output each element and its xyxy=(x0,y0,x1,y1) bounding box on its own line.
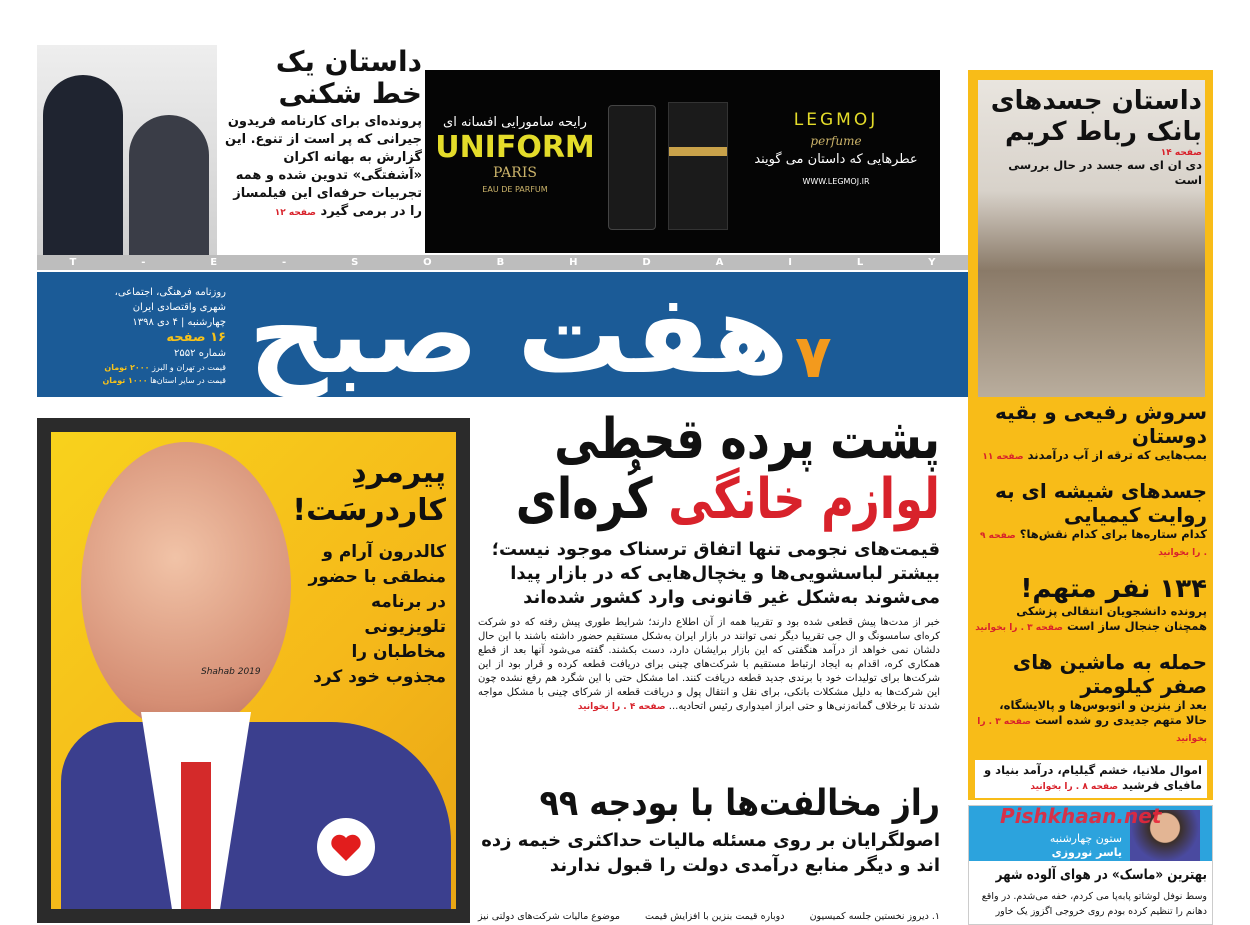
newspaper-logo[interactable] xyxy=(240,272,840,397)
paper-desc: روزنامه فرهنگی، اجتماعی، xyxy=(114,287,226,298)
column-body: وسط نوفل لوشاتو پابه‌پا می کردم، خفه می‌شدم. در واقع دهانم را تنظیم کرده بودم روی خروجی اگزوز یک خاور xyxy=(981,891,1207,917)
story-title: ۱۳۴ نفر متهم! xyxy=(1020,574,1207,604)
budget-subhead: اصولگرایان بر روی مسئله مالیات حداکثری خیمه زده اند و دیگر منابع درآمدی دولت را قبول ندارند xyxy=(481,830,940,876)
headline-black: کُره‌ای xyxy=(515,467,669,532)
ad-slogan: عطرهایی که داستان می گویند xyxy=(754,152,918,167)
band-letter: Y xyxy=(928,257,936,268)
ad-product: UNIFORM xyxy=(435,130,595,165)
story-item[interactable] xyxy=(975,479,1207,561)
ad-url[interactable]: WWW.LEGMOJ.IR xyxy=(802,177,870,186)
story-title: داستان جسدهای بانک رباط کریم xyxy=(990,86,1202,147)
cartoon-caption: کالدرون آرام و منطقی با حضور در برنامه تلویزیونی مخاطبان را مجذوب خود کرد xyxy=(308,542,446,687)
ad-brand: LEGMOJ xyxy=(793,110,879,130)
headline-red: لوازم خانگی xyxy=(668,467,940,532)
budget-headline[interactable]: راز مخالفت‌ها با بودجه ۹۹ xyxy=(539,783,940,824)
story-title: اموال ملانیا، خشم گیلیام، درآمد بنیاد و مافیای فرشید xyxy=(984,763,1202,792)
cartoon-title: پیرمردِ کاردرسَت! xyxy=(292,455,446,528)
column-text: ۱. دیروز نخستین جلسه کمیسیون xyxy=(809,911,940,922)
band-letter: - xyxy=(282,257,287,268)
band-letter: A xyxy=(715,257,724,268)
band-letter: I xyxy=(788,257,793,268)
band-letter: L xyxy=(856,257,864,268)
page-ref: صفحه ۹ . را بخوانید xyxy=(980,530,1207,558)
ad-perfume: perfume xyxy=(810,134,862,148)
story-sub: دی ان ای سه جسد در حال بررسی است xyxy=(1008,158,1202,187)
story-title: سروش رفیعی و بقیه دوستان xyxy=(995,400,1207,448)
issue-info xyxy=(46,285,226,387)
story-bank-bodies[interactable] xyxy=(980,86,1202,188)
story-title: حمله به ماشین های صفر کیلومتر xyxy=(1012,649,1207,698)
story-sub: بعد از بنزین و اتوبوس‌ها و پالایشگاه، حالا متهم جدیدی رو شده است xyxy=(999,697,1207,727)
page-ref: صفحه ۱۲ xyxy=(274,208,316,218)
band-letter: - xyxy=(141,257,146,268)
price-provinces: ۱۰۰۰ تومان xyxy=(102,376,148,385)
price-label: قیمت در تهران و البرز xyxy=(152,363,226,372)
ad-tagline: رایحه سامورایی افسانه ای xyxy=(443,115,587,130)
story-sub: پرونده دانشجویان انتقالی پزشکی همچنان جنجال ساز است xyxy=(1016,604,1207,633)
paper-desc: شهری واقتصادی ایران xyxy=(132,302,226,313)
band-letter: H xyxy=(569,257,578,268)
band-letter: E xyxy=(210,257,218,268)
caricature-face xyxy=(81,442,291,732)
band-letter: D xyxy=(642,257,651,268)
page-ref: صفحه ۸ . را بخوانید xyxy=(1030,782,1119,792)
column-title: بهترین «ماسک» در هوای آلوده شهر xyxy=(995,867,1207,883)
band-letter: S xyxy=(351,257,359,268)
story-box[interactable] xyxy=(975,760,1207,798)
caricature-tie xyxy=(181,762,211,909)
sidebar-story-list xyxy=(975,400,1207,798)
lead-body: خبر از مدت‌ها پیش قطعی شده بود و تقریبا همه از آن اطلاع دارند؛ شرایط طوری پیش رفته که دو شرکت کره‌ای سامسونگ و ال جی تقریبا دیگر نمی توانند در بازار ایران به‌شکل مستقیم حضور داشته باشند با این حال دلشان نمی خواهد از درآمد هنگفتی که این بازار برایشان دارد، دست بکشند. گفته می‌شود آنها بعد از قطع همکاری کره، اقدام به ایجاد ارتباط مستقیم با شرکت‌های چینی برای دریافت قطعه کرده و قرار بود از این شرکت‌ها برای تولیدات خود با برندی جدید قطعه دریافت کنند. اما مشکل حتی با این شگرد هم رفع نشده چون این شرکت‌ها به دلیل مشکلات بانکی، برای نقل و انتقال پول و دریافت قطعه از شرکای چینی با مشکل مواجه شدند تا برخلاف گمانه‌زنی‌ها و حتی ابراز امیدواری رئیس اتحادیه... xyxy=(478,617,940,712)
column-label: ستون چهارشنبه xyxy=(1049,832,1122,845)
column-text: دوباره قیمت بنزین با افزایش قیمت xyxy=(645,911,785,922)
story-title: داستان یک خط شکنی xyxy=(275,45,422,110)
ad-city: PARIS xyxy=(493,165,537,181)
watermark: Pishkhaan.net xyxy=(1000,804,1162,828)
heart-icon xyxy=(316,817,376,877)
story-item[interactable] xyxy=(975,400,1207,465)
story-sub: بمب‌هایی که ترقه از آب درآمدند xyxy=(1027,448,1207,462)
lead-subhead: قیمت‌های نجومی تنها اتفاق ترسناک موجود نیست؛ بیشتر لباسشویی‌ها و یخچال‌هایی که در بازار پیدا می‌شوند به‌شکل غیر قانونی وارد کشور شده‌اند xyxy=(491,539,940,608)
film-photo xyxy=(37,45,217,255)
issue-date: چهارشنبه | ۴ دی ۱۳۹۸ xyxy=(132,317,226,328)
issue-number: شماره ۲۵۵۲ xyxy=(174,348,226,359)
logo-text: هفت صبح xyxy=(248,270,790,398)
column-author: یاسر نوروزی xyxy=(1051,846,1122,859)
actor-figure xyxy=(43,75,123,255)
story-item[interactable] xyxy=(975,574,1207,636)
masthead-band xyxy=(37,255,968,270)
headline: پشت پرده قحطی xyxy=(554,407,940,472)
story-sub: کدام ستاره‌ها برای کدام نقش‌ها؟ xyxy=(1019,526,1207,541)
story-title: جسدهای شیشه ای به روایت کیمیایی xyxy=(994,478,1207,527)
caricature-panel[interactable] xyxy=(37,418,470,923)
page-ref: صفحه ۳ . را بخوانید xyxy=(975,623,1063,633)
price-tehran: ۲۰۰۰ تومان xyxy=(104,363,150,372)
ad-type: EAU DE PARFUM xyxy=(482,185,548,194)
logo-seven: ۷ xyxy=(795,322,832,392)
band-letter: O xyxy=(423,257,432,268)
perfume-bottle xyxy=(608,105,656,230)
artist-signature: Shahab 2019 xyxy=(201,667,261,677)
band-letter: B xyxy=(496,257,505,268)
page-count: ۱۶ صفحه xyxy=(166,330,226,345)
lead-story[interactable] xyxy=(478,407,940,714)
caricature-suit xyxy=(61,722,451,909)
budget-columns xyxy=(478,911,940,922)
perfume-box xyxy=(668,102,728,230)
story-body: پرونده‌ای برای کارنامه فریدون جیرانی که پر است از تنوع. این گزارش به بهانه اکران «آشفتگی» تدوین شده و همه تجربیات حرفه‌ای این فیلمساز را در برمی گیرد xyxy=(225,114,422,219)
band-letter: T xyxy=(69,257,77,268)
page-ref: صفحه ۱۴ xyxy=(1160,148,1202,158)
director-figure xyxy=(129,115,209,255)
perfume-ad[interactable] xyxy=(425,70,940,253)
page-ref: صفحه ۳ . را بخوانید xyxy=(977,716,1207,744)
column-text: موضوع مالیات شرکت‌های دولتی نیز xyxy=(478,911,620,922)
story-film[interactable] xyxy=(222,46,422,222)
page-ref: صفحه ۴ . را بخوانید xyxy=(577,702,666,712)
story-item[interactable] xyxy=(975,650,1207,747)
page-ref: صفحه ۱۱ xyxy=(982,452,1024,462)
price-label: قیمت در سایر استان‌ها xyxy=(150,376,226,385)
